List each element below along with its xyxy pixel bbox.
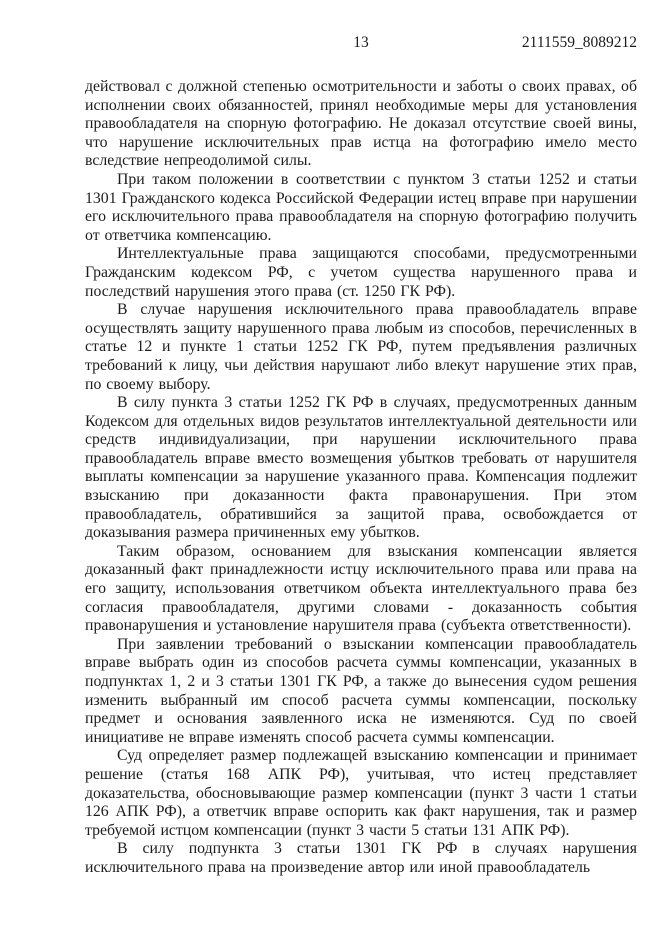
paragraph: В силу подпункта 3 статьи 1301 ГК РФ в случаях нарушения исключительного права на произведение автор или иной правообладатель — [85, 840, 637, 876]
paragraph: Таким образом, основанием для взыскания компенсации является доказанный факт принадлежности истцу исключительного права или права на его защиту, использования ответчиком объекта интеллектуального права без согласия правообладателя, другими словами - доказанность события правонарушения и установление нарушителя права (субъекта ответственности). — [85, 542, 637, 635]
page-content — [85, 34, 637, 878]
paragraph: Суд определяет размер подлежащей взысканию компенсации и принимает решение (статья 168 АПК РФ), учитывая, что истец представляет доказательства, обосновывающие размер компенсации (пункт 3 части 1 статьи 126 АПК РФ), а ответчик вправе оспорить как факт нарушения, так и размер требуемой истцом компенсации (пункт 3 части 5 статьи 131 АПК РФ). — [85, 747, 637, 839]
paragraph: действовал с должной степенью осмотрительности и заботы о своих правах, об исполнении своих обязанностей, принял необходимые меры для установления правообладателя на спорную фотографию. Не доказал отсутствие своей вины, что нарушение исключительных прав истца на фотографию имело место вследствие непреодолимой силы. — [85, 78, 637, 170]
page-header — [85, 34, 637, 56]
document-body — [85, 78, 637, 878]
paragraph: Интеллектуальные права защищаются способами, предусмотренными Гражданским кодексом РФ, с учетом существа нарушенного права и последствий нарушения этого права (ст. 1250 ГК РФ). — [85, 245, 637, 300]
document-id: 2111559_8089212 — [521, 34, 637, 51]
paragraph: При заявлении требований о взыскании компенсации правообладатель вправе выбрать один из способов расчета суммы компенсации, указанных в подпунктах 1, 2 и 3 статьи 1301 ГК РФ, а также до вынесения судом решения изменить выбранный им способ расчета суммы компенсации, поскольку предмет и основания заявленного иска не изменяются. Суд по своей инициативе не вправе изменять способ расчета суммы компенсации. — [85, 635, 637, 746]
paragraph: При таком положении в соответствии с пунктом 3 статьи 1252 и статьи 1301 Гражданского кодекса Российской Федерации истец вправе при нарушении его исключительного права правообладателя на спорную фотографию получить от ответчика компенсацию. — [85, 170, 637, 244]
paragraph: В силу пункта 3 статьи 1252 ГК РФ в случаях, предусмотренных данным Кодексом для отдельных видов результатов интеллектуальной деятельности или средств индивидуализации, при нарушении исключительного права правообладатель вправе вместо возмещения убытков требовать от нарушителя выплаты компенсации за нарушение указанного права. Компенсация подлежит взысканию при доказанности факта правонарушения. При этом правообладатель, обратившийся за защитой права, освобождается от доказывания размера причиненных ему убытков. — [85, 394, 637, 542]
paragraph: В случае нарушения исключительного права правообладатель вправе осуществлять защиту нарушенного права любым из способов, перечисленных в статье 12 и пункте 1 статьи 1252 ГК РФ, путем предъявления различных требований к лицу, чьи действия нарушают либо влекут нарушение этих прав, по своему выбору. — [85, 301, 637, 393]
page-number: 13 — [353, 34, 369, 51]
